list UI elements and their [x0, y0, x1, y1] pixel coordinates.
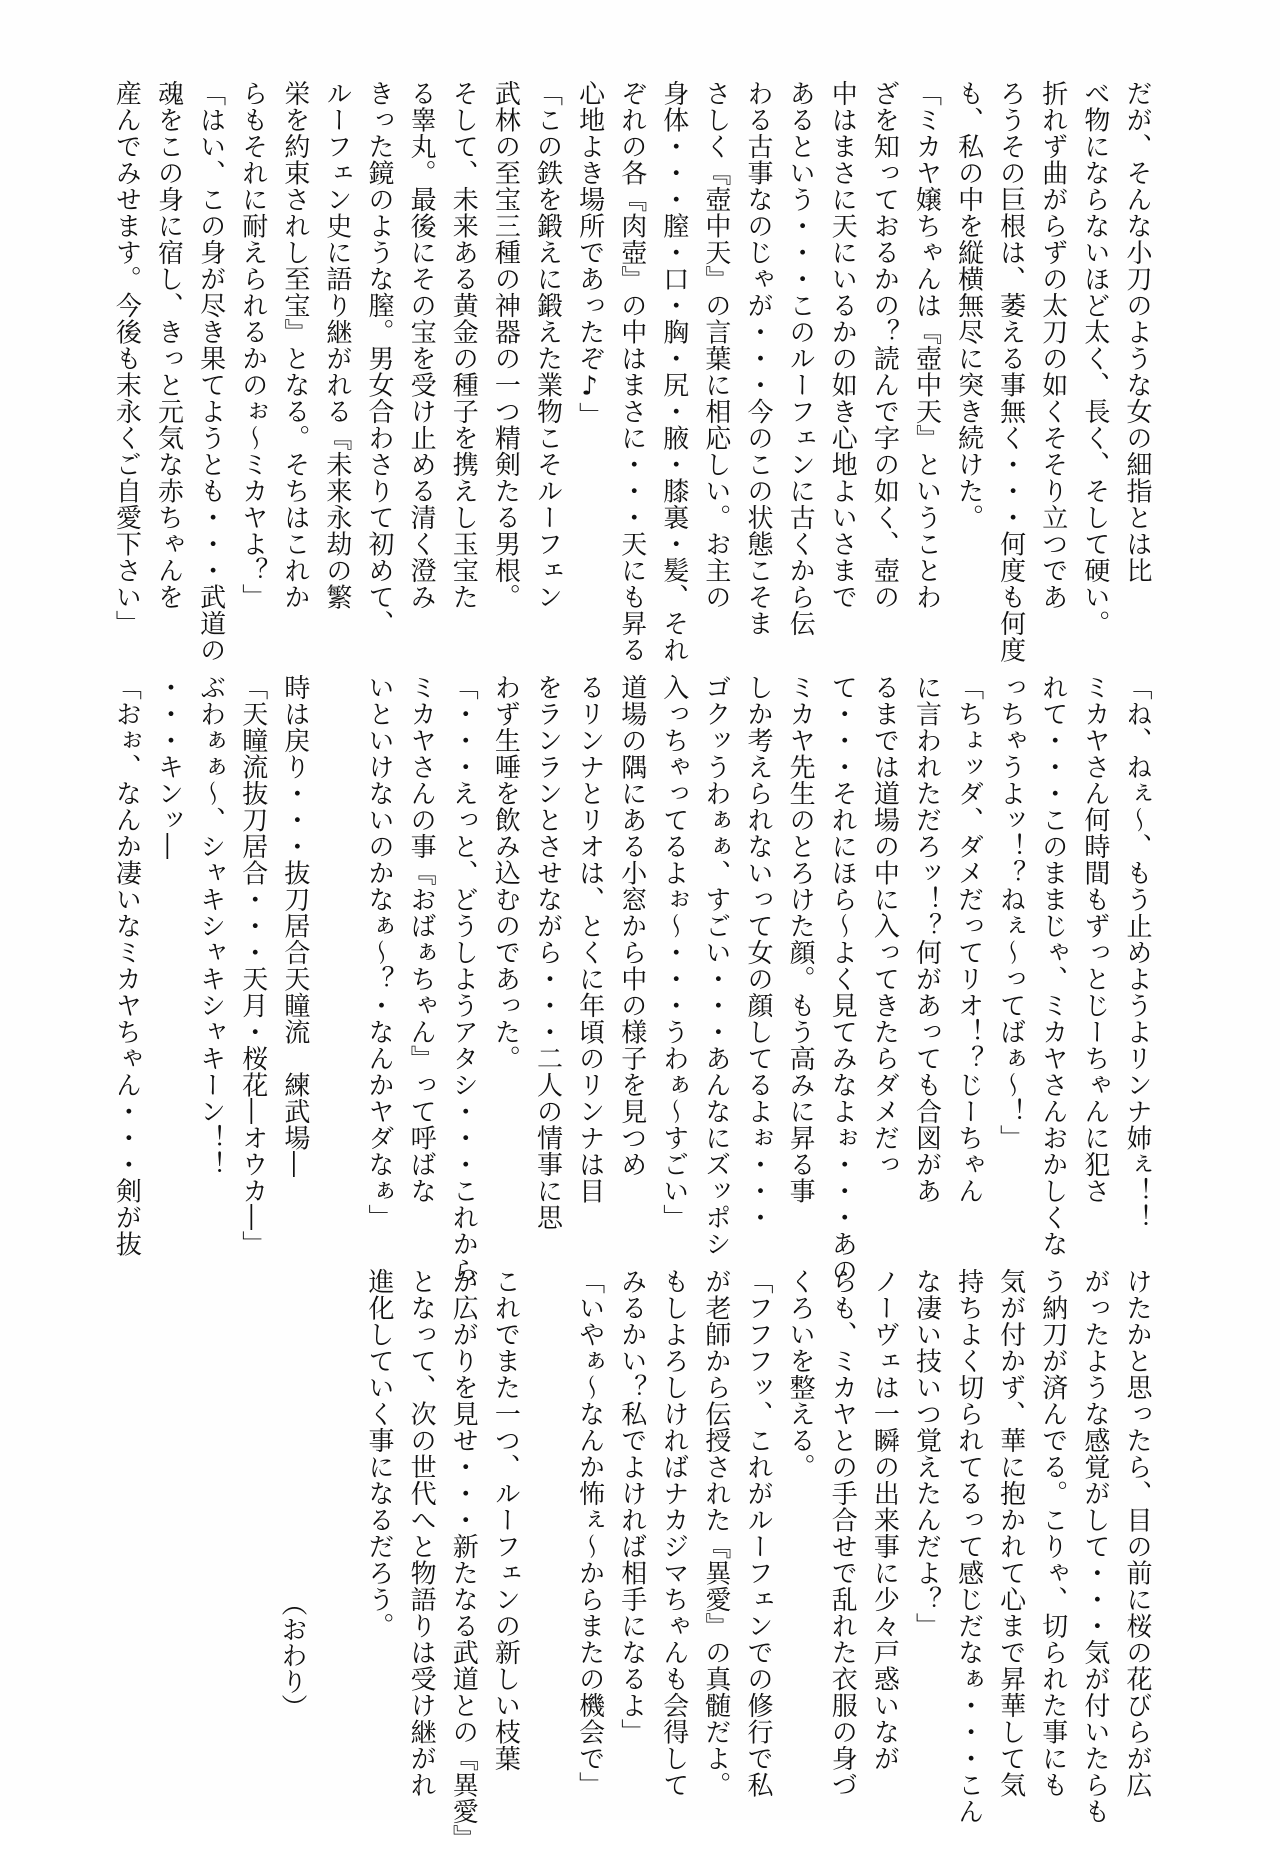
- tier-middle-line: ミカヤさんの事『おばぁちゃん』って呼ばな: [406, 674, 437, 1204]
- tier-top-line: 「この鉄を鍛えに鍛えた業物こそルーフェン: [532, 80, 563, 610]
- tier-middle-line: っちゃうよッ！？ねぇ～ってばぁ～！」: [995, 674, 1026, 1151]
- tier-top-line: ろうその巨根は、萎える事無く・・・何度も何度: [995, 80, 1026, 663]
- tier-middle-line: しか考えられないって女の顔してるよぉ・・・: [743, 674, 774, 1231]
- tier-top-line: 「はい、この身が尽き果てようとも・・・武道の: [195, 80, 226, 663]
- tier-middle-line: れて・・・このままじゃ、ミカヤさんおかしくな: [1037, 674, 1068, 1257]
- tier-bottom-line: がったような感覚がして・・・気が付いたらも: [1079, 1268, 1110, 1825]
- tier-middle-line: をランランとさせながら・・・二人の情事に思: [532, 674, 563, 1231]
- tier-bottom-line: となって、次の世代へと物語りは受け継がれ: [406, 1268, 437, 1798]
- tier-middle-line: 道場の隅にある小窓から中の様子を見つめ: [616, 674, 647, 1178]
- tier-bottom-line: ノーヴェは一瞬の出来事に少々戸惑いなが: [869, 1268, 900, 1772]
- tier-middle-line: 「おぉ、なんか凄いなミカヤちゃん・・・剣が抜: [111, 674, 142, 1257]
- tier-middle-line: 「ちょッダ、ダメだってリオ！？じーちゃん: [953, 674, 984, 1204]
- tier-top-line: あるという・・・このルーフェンに古くから伝: [785, 80, 816, 637]
- tier-top-line: ルーフェン史に語り継がれる『未来永劫の繁: [321, 80, 352, 610]
- tier-middle-line: わず生唾を飲み込むのであった。: [490, 674, 521, 1072]
- tier-top-line: 身体・・・膣・口・胸・尻・腋・膝裏・髪、それ: [658, 80, 689, 663]
- text-tier-top: [111, 80, 1158, 663]
- tier-top-line: きった鏡のような膣。男女合わさりて初めて、: [364, 80, 395, 637]
- tier-bottom-line: けたかと思ったら、目の前に桜の花びらが広: [1122, 1268, 1152, 1798]
- tier-top-line: 中はまさに天にいるかの如き心地よいさまで: [827, 80, 858, 610]
- tier-bottom-line: みるかい？私でよければ相手になるよ」: [616, 1268, 647, 1745]
- tier-bottom-line: これでまた一つ、ルーフェンの新しい枝葉: [490, 1268, 521, 1772]
- tier-middle-line: ぶわぁぁ～、シャキシャキシャキーン！！: [195, 674, 226, 1178]
- tier-middle-line: 「ね、ねぇ～、もう止めようよリンナ姉ぇ！！: [1122, 674, 1152, 1231]
- tier-top-line: わる古事なのじゃが・・・今のこの状態こそま: [743, 80, 774, 637]
- tier-bottom-line: 「いやぁ～なんか怖ぇ～からまたの機会で」: [574, 1268, 605, 1798]
- tier-middle-line: るリンナとリオは、とくに年頃のリンナは目: [574, 674, 605, 1204]
- tier-top-line: さしく『壺中天』の言葉に相応しい。お主の: [700, 80, 731, 610]
- tier-top-line: 「ミカヤ嬢ちゃんは『壺中天』ということわ: [911, 80, 942, 610]
- tier-top-line: 心地よき場所であったぞ♪」: [574, 80, 605, 429]
- tier-bottom-line: 進化していく事になるだろう。: [364, 1268, 395, 1639]
- tier-bottom-line: らも、ミカヤとの手合せで乱れた衣服の身づ: [827, 1268, 858, 1798]
- tier-middle-line: 入っちゃってるよぉ～・・・うわぁ～すごい」: [658, 674, 689, 1231]
- text-tier-middle: [111, 674, 1158, 1284]
- tier-bottom-line: 気が付かず、華に抱かれて心まで昇華して気: [995, 1268, 1026, 1798]
- tier-middle-line: 時は戻り・・・抜刀居合天瞳流 練武場―: [279, 674, 310, 1178]
- tier-bottom-line: もしよろしければナカジマちゃんも会得して: [658, 1268, 689, 1798]
- tier-top-line: そして、未来ある黄金の種子を携えし玉宝た: [448, 80, 479, 610]
- tier-bottom-line: 持ちよく切られてるって感じだなぁ・・・こん: [953, 1268, 984, 1825]
- tier-top-line: る睾丸。最後にその宝を受け止める清く澄み: [406, 80, 437, 610]
- tier-middle-line: ・・・キンッ―: [153, 674, 184, 860]
- tier-top-line: 産んでみせます。今後も末永くご自愛下さい」: [111, 80, 142, 637]
- tier-middle-line: て・・・それにほら～よく見てみなよぉ・・・あの: [827, 674, 858, 1284]
- tier-bottom-line: な凄い技いつ覚えたんだよ？」: [911, 1268, 942, 1639]
- tier-top-line: 折れず曲がらずの太刀の如くそそり立つであ: [1037, 80, 1068, 610]
- tier-top-line: 魂をこの身に宿し、きっと元気な赤ちゃんを: [153, 80, 184, 610]
- tier-top-line: べ物にならないほど太く、長く、そして硬い。: [1079, 80, 1110, 637]
- tier-top-line: 栄を約束されし至宝』となる。そちはこれか: [279, 80, 310, 610]
- tier-middle-line: ミカヤさん何時間もずっとじーちゃんに犯さ: [1079, 674, 1110, 1204]
- text-tier-bottom: [364, 1268, 1158, 1851]
- tier-top-line: ぞれの各『肉壺』の中はまさに・・・天にも昇る: [616, 80, 647, 663]
- tier-top-line: ざを知っておるかの？読んで字の如く、壺の: [869, 80, 900, 610]
- tier-middle-line: 「天瞳流抜刀居合・・・天月・桜花―オウカ―」: [237, 674, 268, 1257]
- tier-bottom-line: が老師から伝授された『異愛』の真髄だよ。: [700, 1268, 731, 1798]
- tier-bottom-line: う納刀が済んでる。こりゃ、切られた事にも: [1037, 1268, 1068, 1798]
- tier-top-line: も、私の中を縦横無尽に突き続けた。: [953, 80, 984, 531]
- tier-bottom-line: [526, 1268, 568, 1738]
- tier-middle-line: に言われただろッ！？何があっても合図があ: [911, 674, 942, 1204]
- tier-middle-line: ゴクッうわぁぁ、すごい・・・あんなにズッポシ: [700, 674, 731, 1257]
- ending-marker: （おわり）: [277, 1590, 307, 1720]
- tier-middle-line: いといけないのかなぁ～？・なんかヤダなぁ」: [364, 674, 395, 1231]
- tier-bottom-line: 「フフフッ、これがルーフェンでの修行で私: [743, 1268, 774, 1798]
- tier-middle-line: [316, 674, 358, 1194]
- tier-middle-line: ミカヤ先生のとろけた顔。もう高みに昇る事: [785, 674, 816, 1204]
- tier-bottom-line: が広がりを見せ・・・新たなる武道との『異愛』: [448, 1268, 479, 1851]
- tier-top-line: 武林の至宝三種の神器の一つ精剣たる男根。: [490, 80, 521, 610]
- tier-middle-line: るまでは道場の中に入ってきたらダメだっ: [869, 674, 900, 1178]
- tier-middle-line: 「・・・えっと、どうしようアタシ・・・これから: [448, 674, 479, 1284]
- tier-top-line: らもそれに耐えられるかのぉ～ミカヤよ？」: [237, 80, 268, 610]
- tier-top-line: だが、そんな小刀のような女の細指とは比: [1122, 80, 1152, 584]
- tier-bottom-line: くろいを整える。: [785, 1268, 816, 1480]
